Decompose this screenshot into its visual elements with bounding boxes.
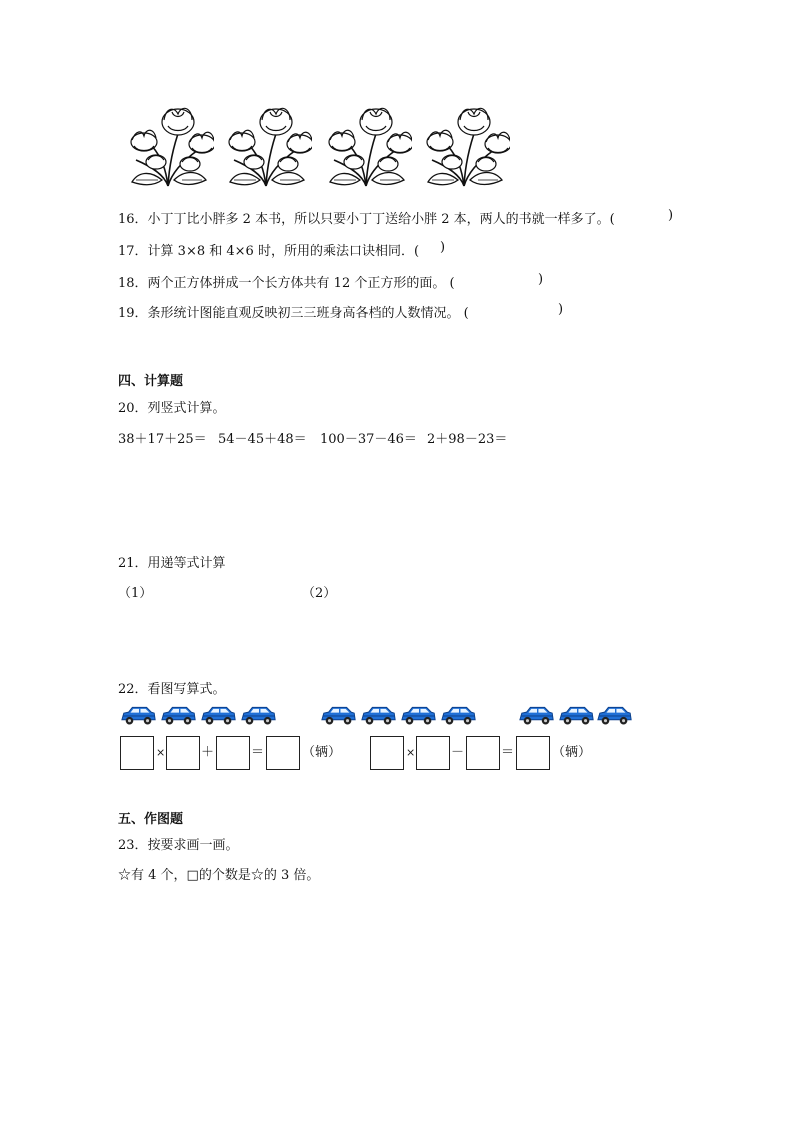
question-20: 20．列竖式计算。: [118, 401, 226, 416]
car-icon: [400, 704, 438, 726]
unit-label: （辆）: [302, 745, 342, 760]
question-16: [118, 208, 615, 227]
expression-2: 54－45＋48＝: [218, 432, 307, 447]
question-16-text: 16．小丁丁比小胖多 2 本书，所以只要小丁丁送给小胖 2 本，两人的书就一样多了。(: [118, 212, 615, 227]
flower-icon: [320, 100, 412, 188]
equals-sign: ＝: [501, 745, 515, 760]
answer-box[interactable]: [166, 736, 200, 770]
question-23: 23．按要求画一画。: [118, 838, 239, 853]
section-5-title: 五、作图题: [118, 812, 184, 827]
question-23-text: ☆有 4 个，□的个数是☆的 3 倍。: [118, 868, 320, 883]
car-icon: [240, 704, 278, 726]
car-icon: [200, 704, 238, 726]
question-21: 21．用递等式计算: [118, 556, 226, 571]
question-18-text: 18．两个正方体拼成一个长方体共有 12 个正方形的面。 (: [118, 276, 455, 291]
q21-part-1: （1）: [118, 586, 153, 601]
answer-box[interactable]: [416, 736, 450, 770]
flower-icon: [122, 100, 214, 188]
paren-close: ): [440, 240, 446, 255]
flower-icon: [418, 100, 510, 188]
question-17: [118, 240, 419, 259]
car-icon: [558, 704, 596, 726]
answer-box[interactable]: [266, 736, 300, 770]
answer-box[interactable]: [516, 736, 550, 770]
car-icon: [160, 704, 198, 726]
paren-close: ): [668, 208, 674, 223]
car-icon: [320, 704, 358, 726]
flower-icon: [220, 100, 312, 188]
question-17-text: 17．计算 3×8 和 4×6 时，所用的乘法口诀相同．(: [118, 244, 420, 259]
answer-box[interactable]: [120, 736, 154, 770]
minus-sign: －: [451, 745, 465, 760]
question-19: [118, 302, 469, 321]
flower-illustration: [120, 100, 520, 190]
plus-sign: ＋: [201, 745, 215, 760]
answer-paren-19[interactable]: [558, 302, 563, 317]
car-icon: [120, 704, 158, 726]
paren-close: ): [538, 272, 544, 287]
car-icon: [440, 704, 478, 726]
question-19-text: 19．条形统计图能直观反映初三三班身高各档的人数情况。 (: [118, 306, 469, 321]
answer-box[interactable]: [370, 736, 404, 770]
answer-paren-17[interactable]: [440, 240, 445, 255]
answer-box[interactable]: [216, 736, 250, 770]
paren-close: ): [558, 302, 564, 317]
unit-label: （辆）: [552, 745, 592, 760]
car-icon: [596, 704, 634, 726]
equals-sign: ＝: [251, 745, 265, 760]
q21-part-2: （2）: [302, 586, 337, 601]
question-22: 22．看图写算式。: [118, 682, 226, 697]
times-sign: ×: [156, 746, 166, 759]
times-sign: ×: [406, 746, 416, 759]
section-4-title: 四、计算题: [118, 374, 184, 389]
answer-paren-18[interactable]: [538, 272, 543, 287]
car-icon: [518, 704, 556, 726]
question-18: [118, 272, 455, 291]
expression-3: 100－37－46＝: [320, 432, 417, 447]
answer-paren-16[interactable]: [668, 208, 673, 223]
expression-1: 38＋17＋25＝: [118, 432, 207, 447]
expression-4: 2＋98－23＝: [427, 432, 508, 447]
answer-box[interactable]: [466, 736, 500, 770]
car-icon: [360, 704, 398, 726]
